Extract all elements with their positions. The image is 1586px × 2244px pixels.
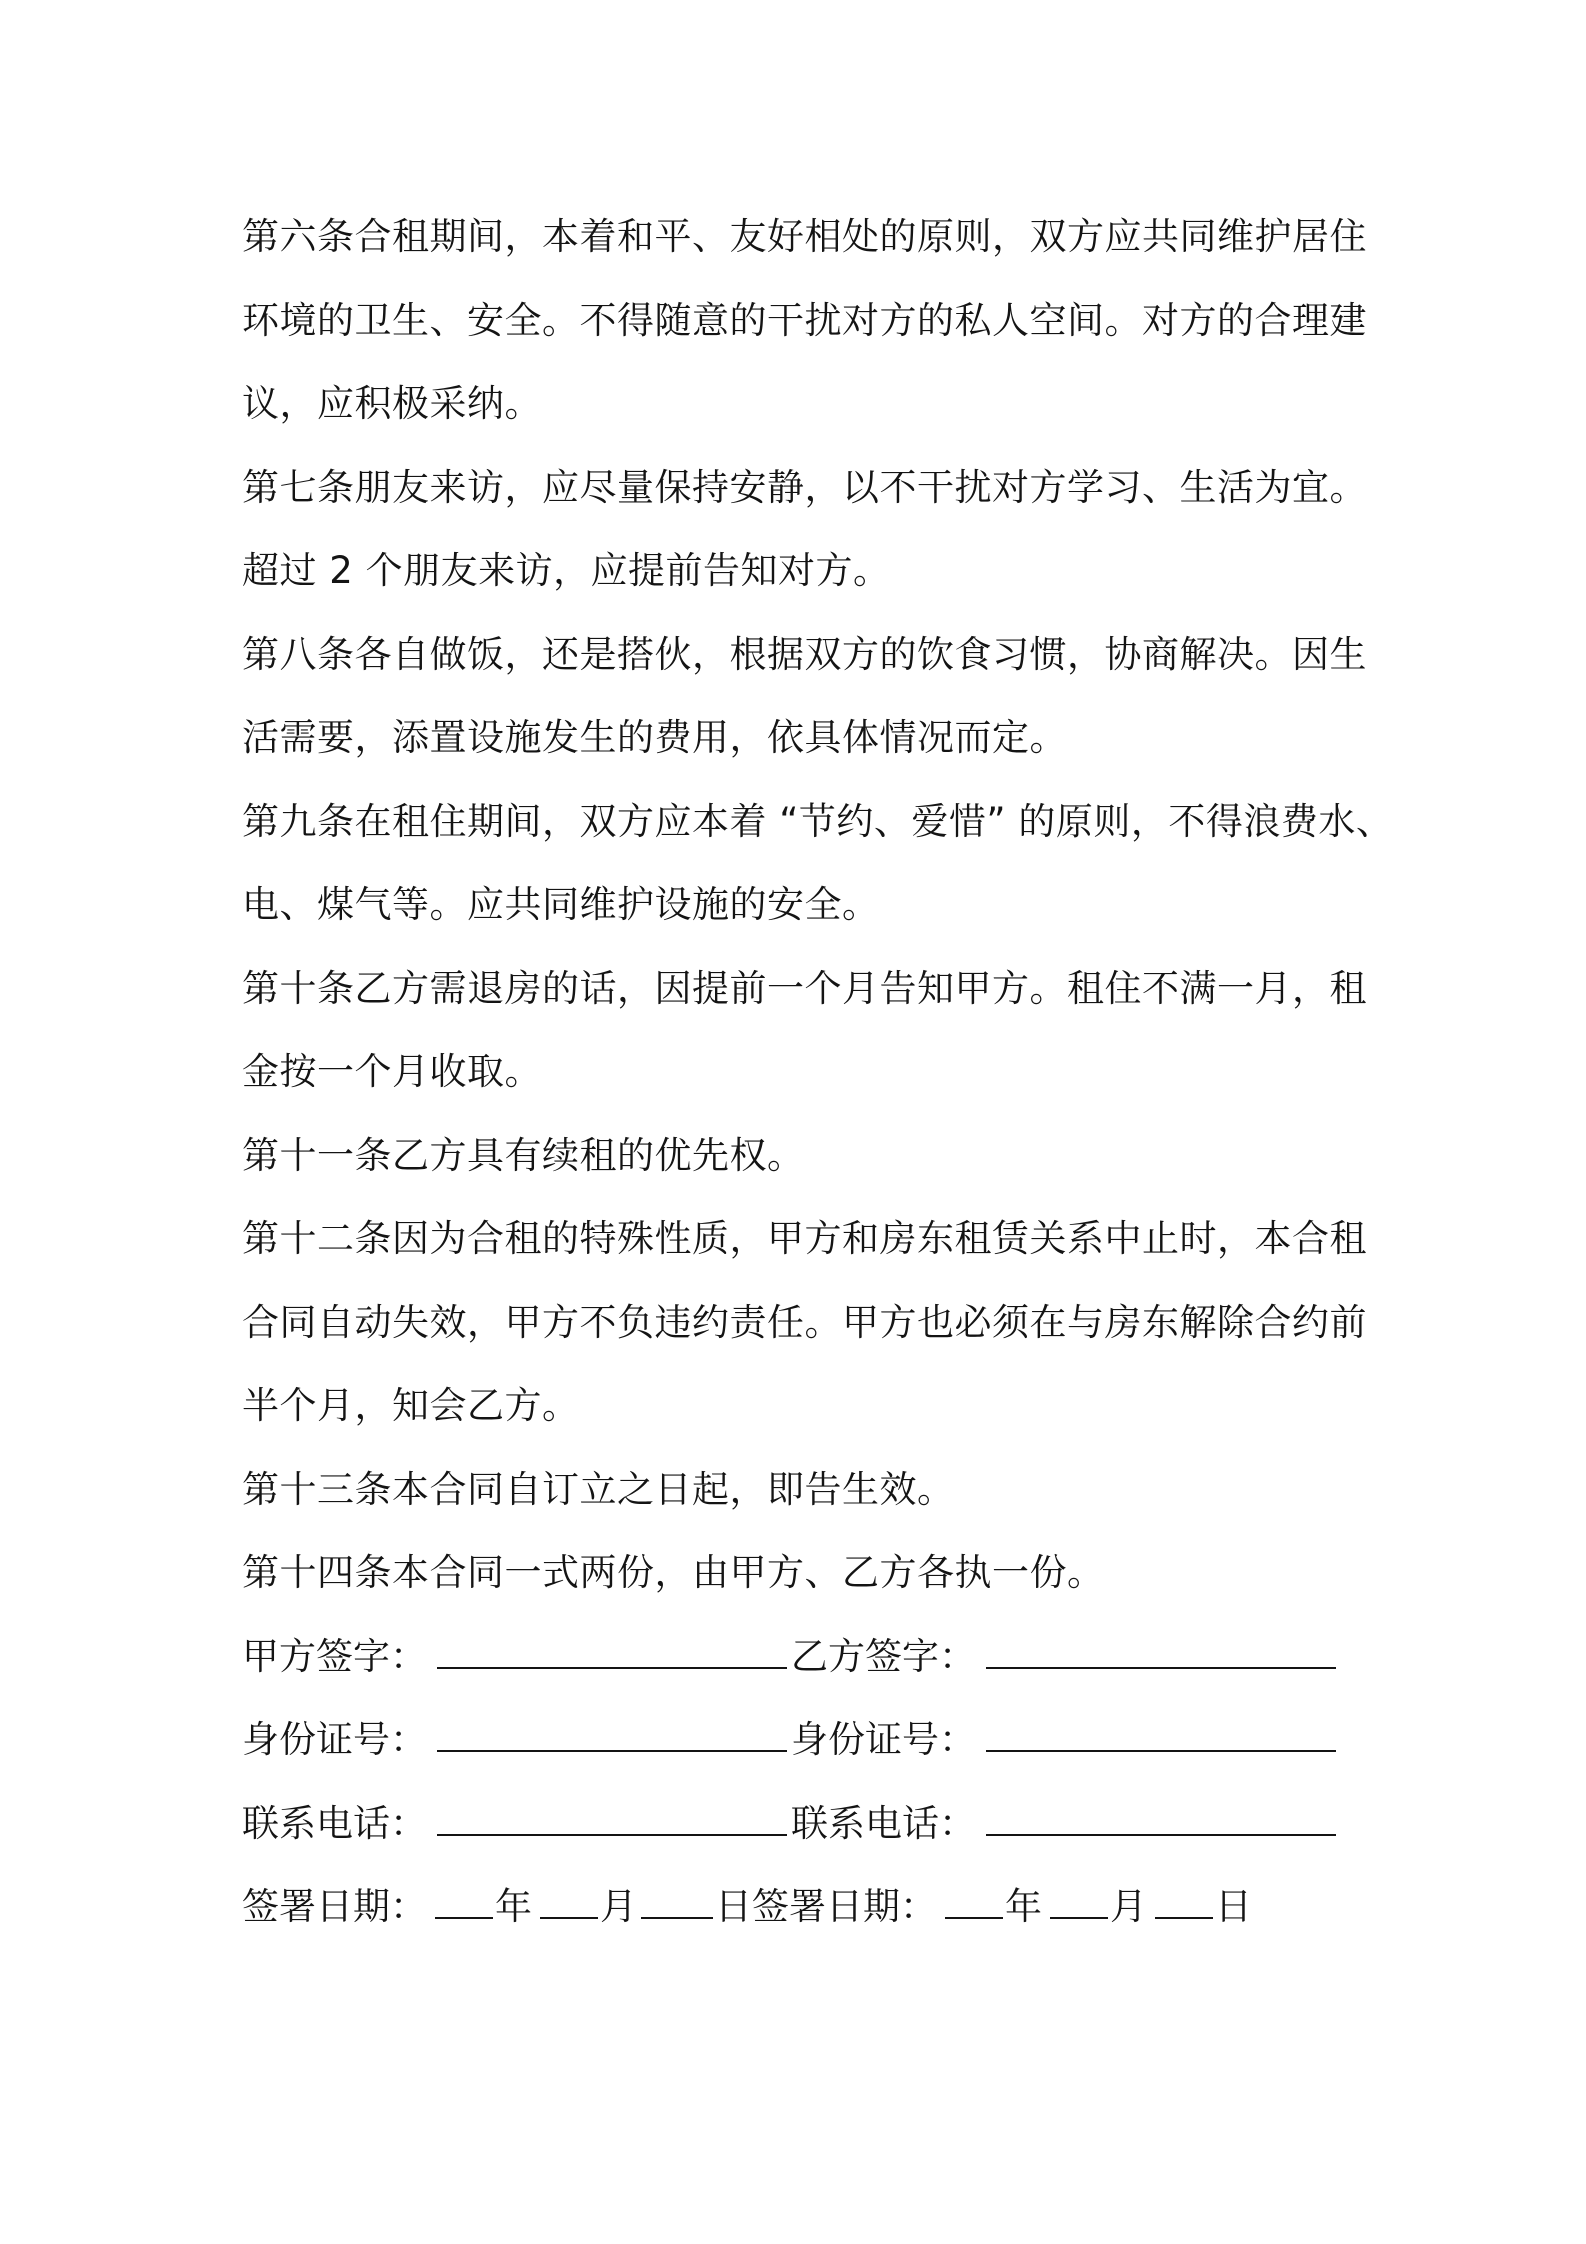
party-b-id-label: 身份证号：	[791, 1718, 976, 1761]
party-b-month-blank[interactable]	[1050, 1917, 1108, 1919]
party-b-phone-label: 联系电话：	[791, 1801, 976, 1845]
signature-row	[242, 1615, 1362, 1699]
party-b-day-label: 日	[1215, 1885, 1252, 1928]
article-7-line-1: 第七条朋友来访，应尽量保持安静，以不干扰对方学习、生活为宜。	[242, 465, 1367, 509]
party-a-id-label: 身份证号：	[242, 1718, 427, 1761]
party-b-id-blank[interactable]	[986, 1750, 1336, 1752]
article-6-line-1: 第六条合租期间，本着和平、友好相处的原则，双方应共同维护居住	[242, 215, 1367, 258]
article-7-line-2: 超过 2 个朋友来访，应提前告知对方。	[242, 549, 891, 592]
party-b-year-blank[interactable]	[945, 1917, 1003, 1919]
article-12-line-3: 半个月，知会乙方。	[242, 1384, 580, 1427]
party-a-date-label: 签署日期：	[242, 1885, 427, 1928]
article-8-line-1: 第八条各自做饭，还是搭伙，根据双方的饮食习惯，协商解决。因生	[242, 632, 1367, 676]
party-a-year-blank[interactable]	[435, 1917, 493, 1919]
document-page	[242, 195, 1394, 1949]
party-b-day-blank[interactable]	[1155, 1917, 1213, 1919]
article-10-line-1: 第十条乙方需退房的话，因提前一个月告知甲方。租住不满一月，租	[242, 966, 1367, 1010]
phone-row	[242, 1782, 1362, 1866]
article-8-line-2: 活需要，添置设施发生的费用，依具体情况而定。	[242, 716, 1067, 759]
date-row	[242, 1865, 1362, 1949]
article-12-line-2: 合同自动失效，甲方不负违约责任。甲方也必须在与房东解除合约前	[242, 1300, 1367, 1344]
id-number-row	[242, 1698, 1362, 1782]
article-6-line-2: 环境的卫生、安全。不得随意的干扰对方的私人空间。对方的合理建	[242, 298, 1367, 342]
party-b-sign-label: 乙方签字：	[791, 1634, 976, 1678]
article-13-line-1: 第十三条本合同自订立之日起，即告生效。	[242, 1467, 955, 1511]
party-a-day-label: 日	[715, 1885, 752, 1928]
article-14-line-1: 第十四条本合同一式两份，由甲方、乙方各执一份。	[242, 1551, 1105, 1594]
party-b-year-label: 年	[1005, 1885, 1042, 1928]
article-9-line-2: 电、煤气等。应共同维护设施的安全。	[242, 883, 880, 926]
party-b-phone-blank[interactable]	[986, 1834, 1336, 1836]
article-9-line-1: 第九条在租住期间，双方应本着 “节约、爱惜” 的原则，不得浪费水、	[242, 799, 1394, 843]
party-b-month-label: 月	[1110, 1885, 1147, 1928]
party-b-date-label: 签署日期：	[752, 1885, 937, 1928]
party-a-day-blank[interactable]	[641, 1917, 713, 1919]
party-b-sign-blank[interactable]	[986, 1667, 1336, 1669]
party-a-month-blank[interactable]	[540, 1917, 598, 1919]
party-a-phone-label: 联系电话：	[242, 1801, 427, 1845]
party-a-sign-blank[interactable]	[437, 1667, 787, 1669]
article-10-line-2: 金按一个月收取。	[242, 1050, 542, 1093]
article-12-line-1: 第十二条因为合租的特殊性质，甲方和房东租赁关系中止时，本合租	[242, 1217, 1367, 1260]
article-11-line-1: 第十一条乙方具有续租的优先权。	[242, 1133, 805, 1177]
party-a-month-label: 月	[600, 1885, 637, 1928]
party-a-phone-blank[interactable]	[437, 1834, 787, 1836]
party-a-id-blank[interactable]	[437, 1750, 787, 1752]
article-6-line-3: 议，应积极采纳。	[242, 382, 542, 425]
party-a-sign-label: 甲方签字：	[242, 1634, 427, 1678]
party-a-year-label: 年	[495, 1885, 532, 1928]
